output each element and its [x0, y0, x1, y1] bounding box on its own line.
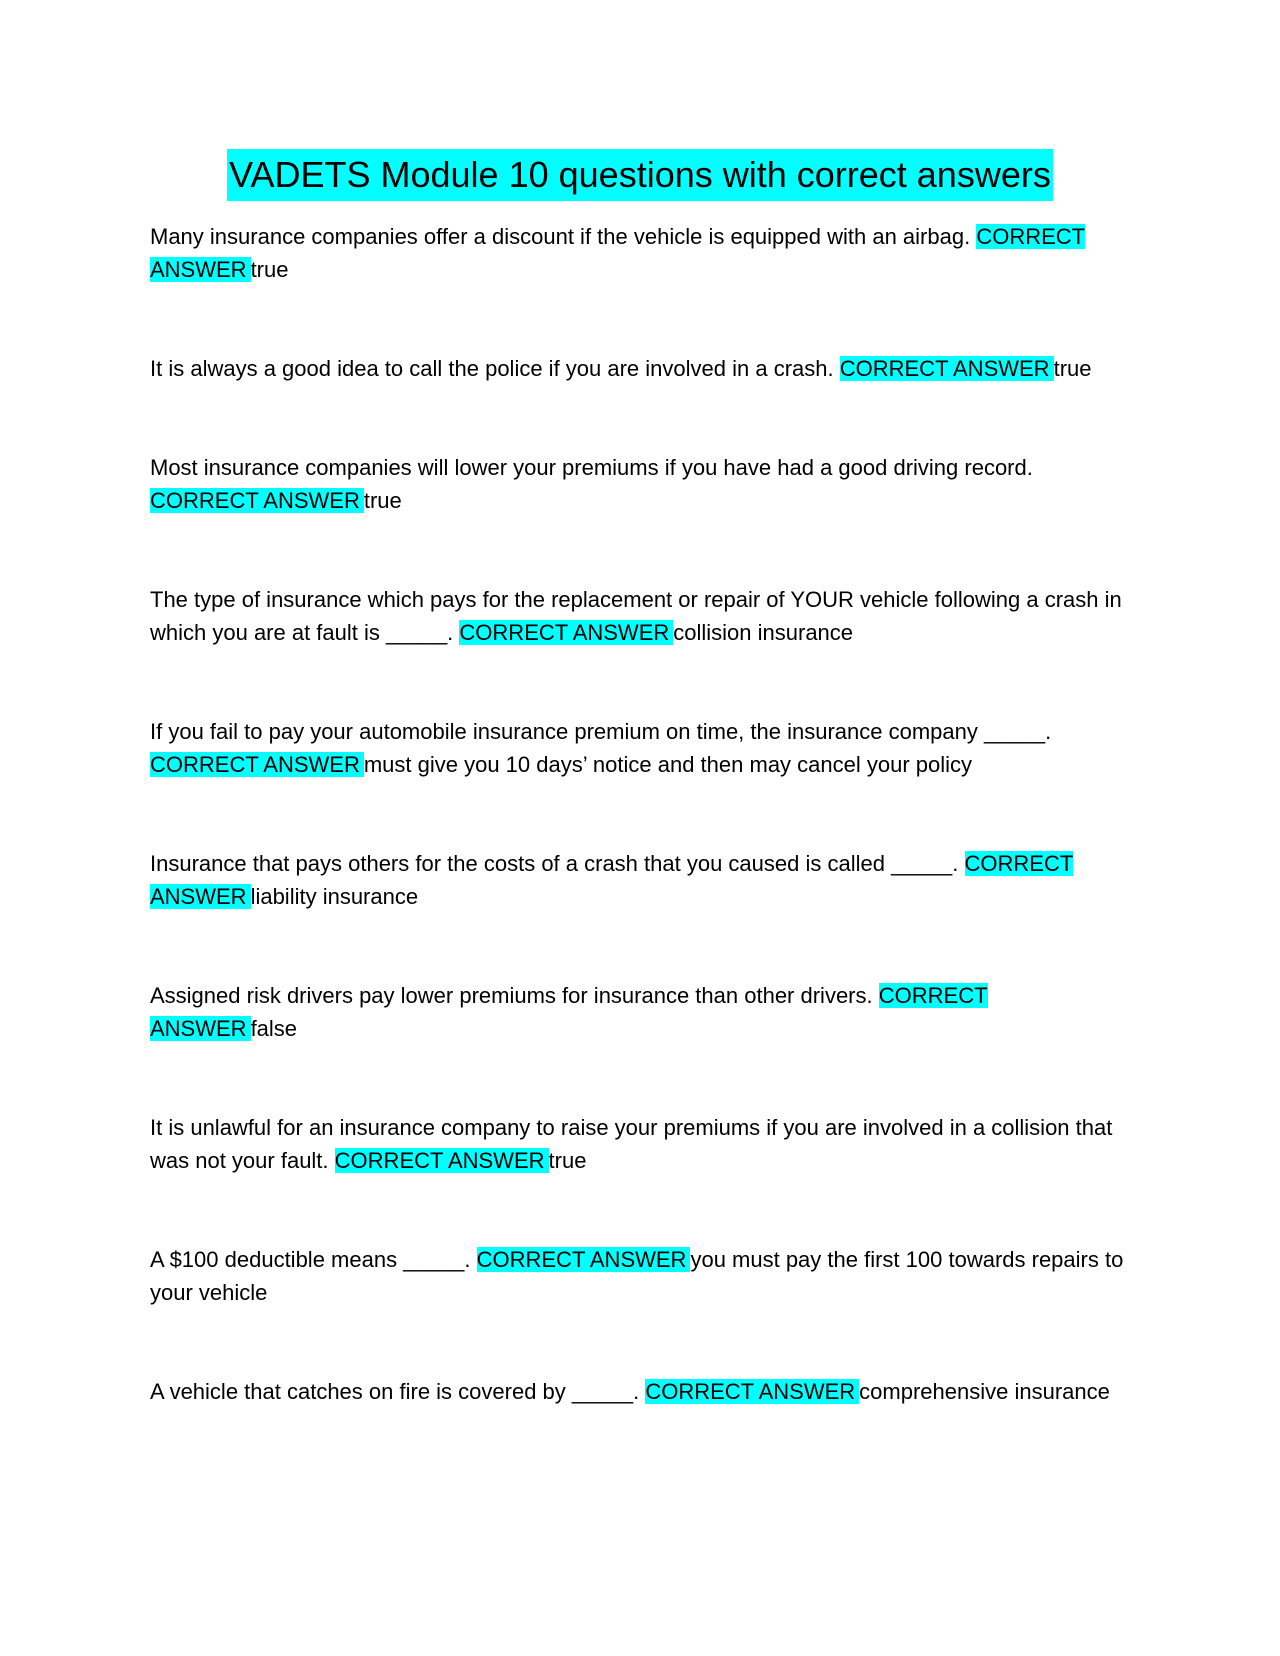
question-text: If you fail to pay your automobile insurance premium on time, the insurance company _____.	[150, 719, 1052, 744]
question-text: The type of insurance which pays for the replacement or repair of YOUR vehicle following a crash in which you are at fault is _____.	[150, 587, 1122, 645]
answer-text: liability insurance	[250, 884, 419, 909]
question-text: Assigned risk drivers pay lower premiums for insurance than other drivers.	[150, 983, 873, 1008]
answer-text: must give you 10 days’ notice and then may cancel your policy	[363, 752, 973, 777]
correct-answer-marker: CORRECT ANSWER	[840, 356, 1054, 381]
answer-text: true	[548, 1148, 587, 1173]
question-text: Most insurance companies will lower your premiums if you have had a good driving record.	[150, 455, 1033, 480]
correct-answer-marker: CORRECT ANSWER	[335, 1148, 549, 1173]
correct-answer-marker: CORRECT ANSWER	[150, 983, 988, 1041]
qa-item	[150, 220, 1130, 286]
qa-item	[150, 1375, 1130, 1408]
document-title: VADETS Module 10 questions with correct answers	[227, 149, 1053, 201]
correct-answer-marker: CORRECT ANSWER	[150, 752, 364, 777]
qa-list	[150, 220, 1130, 1474]
correct-answer-marker: CORRECT ANSWER	[150, 224, 1086, 282]
correct-answer-marker: CORRECT ANSWER	[150, 851, 1074, 909]
qa-item	[150, 979, 1130, 1045]
title-container	[0, 149, 1280, 201]
answer-text: false	[250, 1016, 298, 1041]
answer-text: comprehensive insurance	[859, 1379, 1110, 1404]
answer-text: you must pay the first 100 towards repairs to your vehicle	[150, 1247, 1124, 1305]
qa-item	[150, 1111, 1130, 1177]
correct-answer-marker: CORRECT ANSWER	[150, 488, 364, 513]
qa-item	[150, 583, 1130, 649]
question-text: A $100 deductible means _____.	[150, 1247, 471, 1272]
answer-text: true	[363, 488, 402, 513]
answer-text: true	[1053, 356, 1092, 381]
question-text: A vehicle that catches on fire is covered by _____.	[150, 1379, 640, 1404]
correct-answer-marker: CORRECT ANSWER	[645, 1379, 859, 1404]
qa-item	[150, 451, 1130, 517]
question-text: It is unlawful for an insurance company to raise your premiums if you are involved in a collision that was not your fault.	[150, 1115, 1113, 1173]
qa-item	[150, 1243, 1130, 1309]
qa-item	[150, 715, 1130, 781]
correct-answer-marker: CORRECT ANSWER	[459, 620, 673, 645]
answer-text: true	[250, 257, 289, 282]
qa-item	[150, 352, 1130, 385]
question-text: It is always a good idea to call the police if you are involved in a crash.	[150, 356, 834, 381]
qa-item	[150, 847, 1130, 913]
answer-text: collision insurance	[673, 620, 854, 645]
question-text: Many insurance companies offer a discount if the vehicle is equipped with an airbag.	[150, 224, 971, 249]
correct-answer-marker: CORRECT ANSWER	[477, 1247, 691, 1272]
question-text: Insurance that pays others for the costs of a crash that you caused is called _____.	[150, 851, 959, 876]
